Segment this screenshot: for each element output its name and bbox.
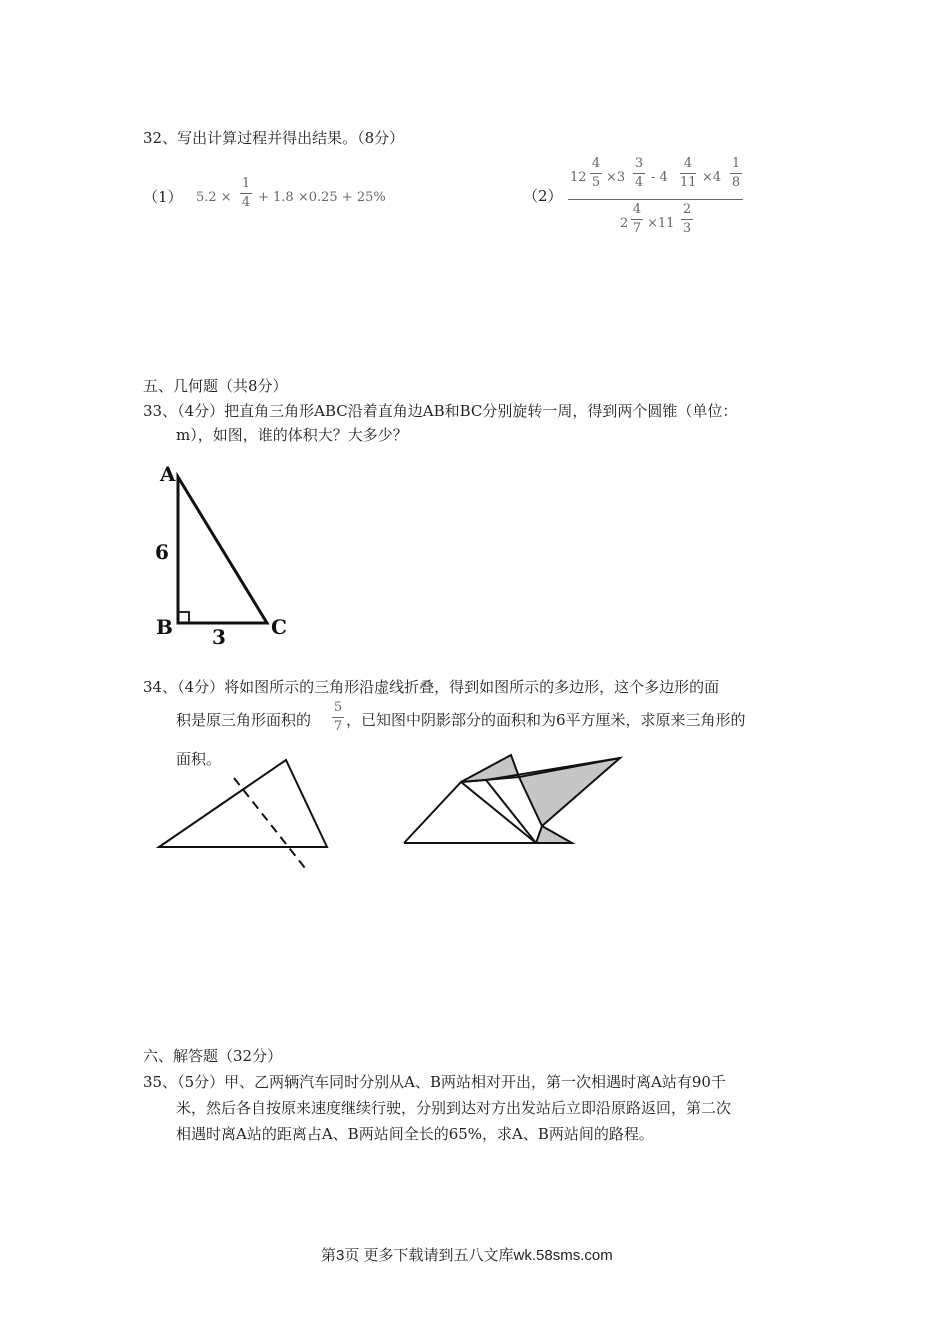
fraction-denominator: 4 [634, 175, 644, 190]
label-side-3: 3 [212, 625, 226, 649]
q34-line2b: ，已知图中阴影部分的面积和为6平方厘米，求原来三角形的 [346, 711, 746, 729]
fraction-numerator: 4 [632, 202, 642, 217]
q33-line1: 33、（4分）把直角三角形ABC沿着直角边AB和BC分别旋转一周，得到两个圆锥（单位： [143, 402, 738, 420]
q32-part1-label: （1） [143, 188, 183, 206]
fraction-denominator: 8 [731, 175, 741, 190]
section6-title: 六、解答题（32分） [143, 1047, 283, 1065]
q32-p2-frac-4-7 [631, 203, 643, 236]
q32-p2-times-3: ×3 [606, 170, 626, 185]
q32-p2-times-4: ×4 [702, 170, 722, 185]
shaded-region-top [461, 755, 519, 782]
folded-polygon [404, 755, 620, 843]
fraction-denominator: 7 [333, 719, 343, 734]
q32-part1-expr-b: + 1.8 ×0.25 + 25% [258, 190, 386, 205]
fraction-numerator: 5 [333, 700, 343, 715]
fraction-numerator: 3 [634, 156, 644, 171]
q32-p2-frac-4-11 [680, 157, 696, 190]
label-a: A [160, 462, 176, 486]
fraction-numerator: 1 [731, 156, 741, 171]
q32-p2-frac-3-4 [633, 157, 645, 190]
q32-p2-frac-1-8 [730, 157, 742, 190]
fraction-denominator: 4 [241, 195, 251, 210]
shaded-region-right [519, 758, 620, 826]
q34-line2a: 积是原三角形面积的 [176, 711, 312, 729]
original-triangle [159, 760, 327, 847]
fraction-denominator: 5 [591, 175, 601, 190]
fraction-denominator: 3 [682, 221, 692, 236]
q33-right-triangle-figure [140, 455, 300, 650]
q35-line2: 米，然后各自按原来速度继续行驶，分别到达对方出发站后立即沿原路返回，第二次 [176, 1099, 732, 1117]
label-side-6: 6 [155, 540, 169, 564]
q32-p2-whole-12: 12 [570, 170, 587, 185]
fraction-denominator: 7 [632, 221, 642, 236]
q34-fraction-5-7 [332, 701, 344, 734]
fraction-numerator: 4 [683, 156, 693, 171]
q32-p2-times-11: ×11 [647, 216, 675, 231]
section5-title: 五、几何题（共8分） [143, 377, 288, 395]
q32-p2-main-fraction-bar [568, 199, 743, 200]
q35-line1: 35、（5分）甲、乙两辆汽车同时分别从A、B两站相对开出，第一次相遇时离A站有90千 [143, 1073, 726, 1091]
q32-part2-label: （2） [523, 187, 563, 205]
q34-line1: 34、（4分）将如图所示的三角形沿虚线折叠，得到如图所示的多边形，这个多边形的面 [143, 678, 720, 696]
fraction-numerator: 4 [591, 156, 601, 171]
fraction-numerator: 2 [682, 202, 692, 217]
fold-dashed-line [234, 778, 305, 868]
shaded-region-bottom [536, 826, 572, 843]
q32-p2-frac-2-3 [681, 203, 693, 236]
q33-line2: m），如图，谁的体积大？大多少？ [176, 426, 408, 444]
fraction-numerator: 1 [241, 176, 251, 191]
page-footer: 第3页 更多下载请到五八文库wk.58sms.com [321, 1247, 613, 1264]
q32-part1-expr-a: 5.2 × [196, 190, 232, 205]
q32-p2-minus-4: - 4 [651, 170, 668, 185]
q32-p2-frac-4-5 [590, 157, 602, 190]
label-b: B [156, 615, 173, 639]
q32-title: 32、写出计算过程并得出结果。（8分） [143, 129, 405, 147]
q34-line3: 面积。 [176, 750, 222, 768]
q35-line3: 相遇时离A站的距离占A、B两站间全长的65%，求A、B两站间的路程。 [176, 1125, 654, 1143]
unfolded-part-left [404, 782, 536, 843]
label-c: C [271, 615, 287, 639]
q34-folding-figures [150, 750, 650, 875]
fraction-denominator: 11 [680, 175, 697, 190]
q32-p2-whole-2: 2 [620, 216, 629, 231]
right-angle-marker [178, 612, 189, 623]
triangle-abc [178, 477, 267, 623]
q32-part1-fraction [240, 177, 252, 210]
original-triangle-with-fold-line [159, 760, 327, 868]
